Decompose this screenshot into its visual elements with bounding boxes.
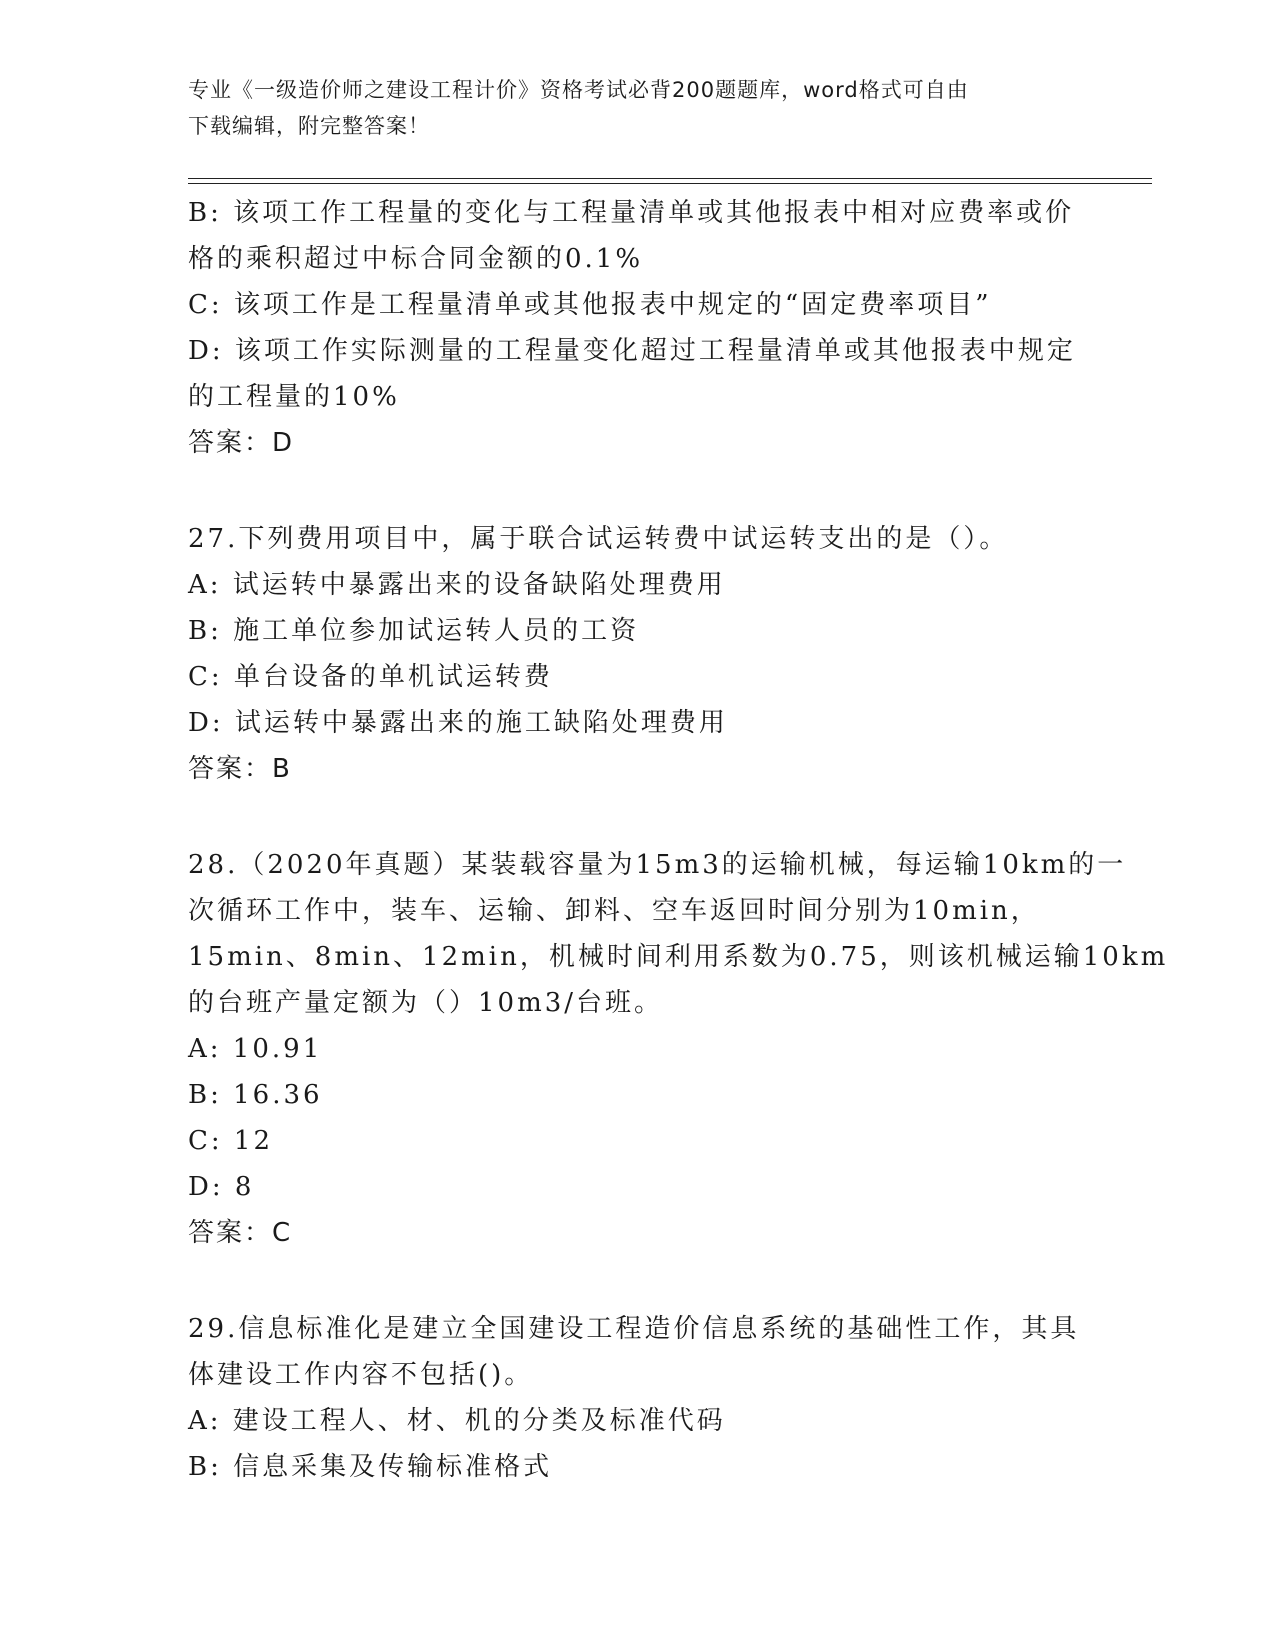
- q27-option-a: A: 试运转中暴露出来的设备缺陷处理费用: [188, 570, 726, 600]
- q26-option-b-line-2: 格的乘积超过中标合同金额的0.1%: [188, 244, 644, 274]
- q26-option-c: C: 该项工作是工程量清单或其他报表中规定的“固定费率项目”: [188, 290, 992, 320]
- q29-option-b: B: 信息采集及传输标准格式: [188, 1452, 553, 1482]
- question-27: [188, 516, 1088, 792]
- q29-option-a: A: 建设工程人、材、机的分类及标准代码: [188, 1406, 726, 1436]
- question-28: [188, 842, 1169, 1256]
- q28-stem-line-1: 28.（2020年真题）某装载容量为15m3的运输机械，每运输10km的一: [188, 850, 1127, 880]
- header-rule-bottom: [188, 183, 1152, 184]
- q28-option-c: C: 12: [188, 1126, 274, 1156]
- q27-option-d: D: 试运转中暴露出来的施工缺陷处理费用: [188, 708, 728, 738]
- q28-option-a: A: 10.91: [188, 1034, 323, 1064]
- question-26: [188, 190, 1088, 466]
- q28-answer: 答案：C: [188, 1218, 293, 1248]
- q27-option-c: C: 单台设备的单机试运转费: [188, 662, 553, 692]
- document-header: [188, 72, 1068, 144]
- q27-option-b: B: 施工单位参加试运转人员的工资: [188, 616, 640, 646]
- q28-stem-line-3: 15min、8min、12min，机械时间利用系数为0.75，则该机械运输10km: [188, 942, 1169, 972]
- q26-option-b-line-1: B: 该项工作工程量的变化与工程量清单或其他报表中相对应费率或价: [188, 198, 1075, 228]
- q26-option-d-line-1: D: 该项工作实际测量的工程量变化超过工程量清单或其他报表中规定: [188, 336, 1076, 366]
- q28-stem-line-2: 次循环工作中，装车、运输、卸料、空车返回时间分别为10min，: [188, 896, 1040, 926]
- q26-option-d-line-2: 的工程量的10%: [188, 382, 400, 412]
- q26-answer: 答案：D: [188, 428, 295, 458]
- header-line-2: 下载编辑，附完整答案！: [188, 114, 430, 138]
- q28-stem-line-4: 的台班产量定额为（）10m3/台班。: [188, 988, 664, 1018]
- header-line-1: 专业《一级造价师之建设工程计价》资格考试必背200题题库，word格式可自由: [188, 78, 969, 102]
- question-29: [188, 1306, 1088, 1490]
- question-content: [188, 190, 1169, 1490]
- q27-answer: 答案：B: [188, 754, 292, 784]
- q27-stem: 27.下列费用项目中，属于联合试运转费中试运转支出的是（）。: [188, 524, 1009, 554]
- q29-stem-line-2: 体建设工作内容不包括()。: [188, 1360, 534, 1390]
- q28-option-d: D: 8: [188, 1172, 255, 1202]
- q28-option-b: B: 16.36: [188, 1080, 323, 1110]
- q29-stem-line-1: 29.信息标准化是建立全国建设工程造价信息系统的基础性工作，其具: [188, 1314, 1080, 1344]
- header-rule-top: [188, 178, 1152, 179]
